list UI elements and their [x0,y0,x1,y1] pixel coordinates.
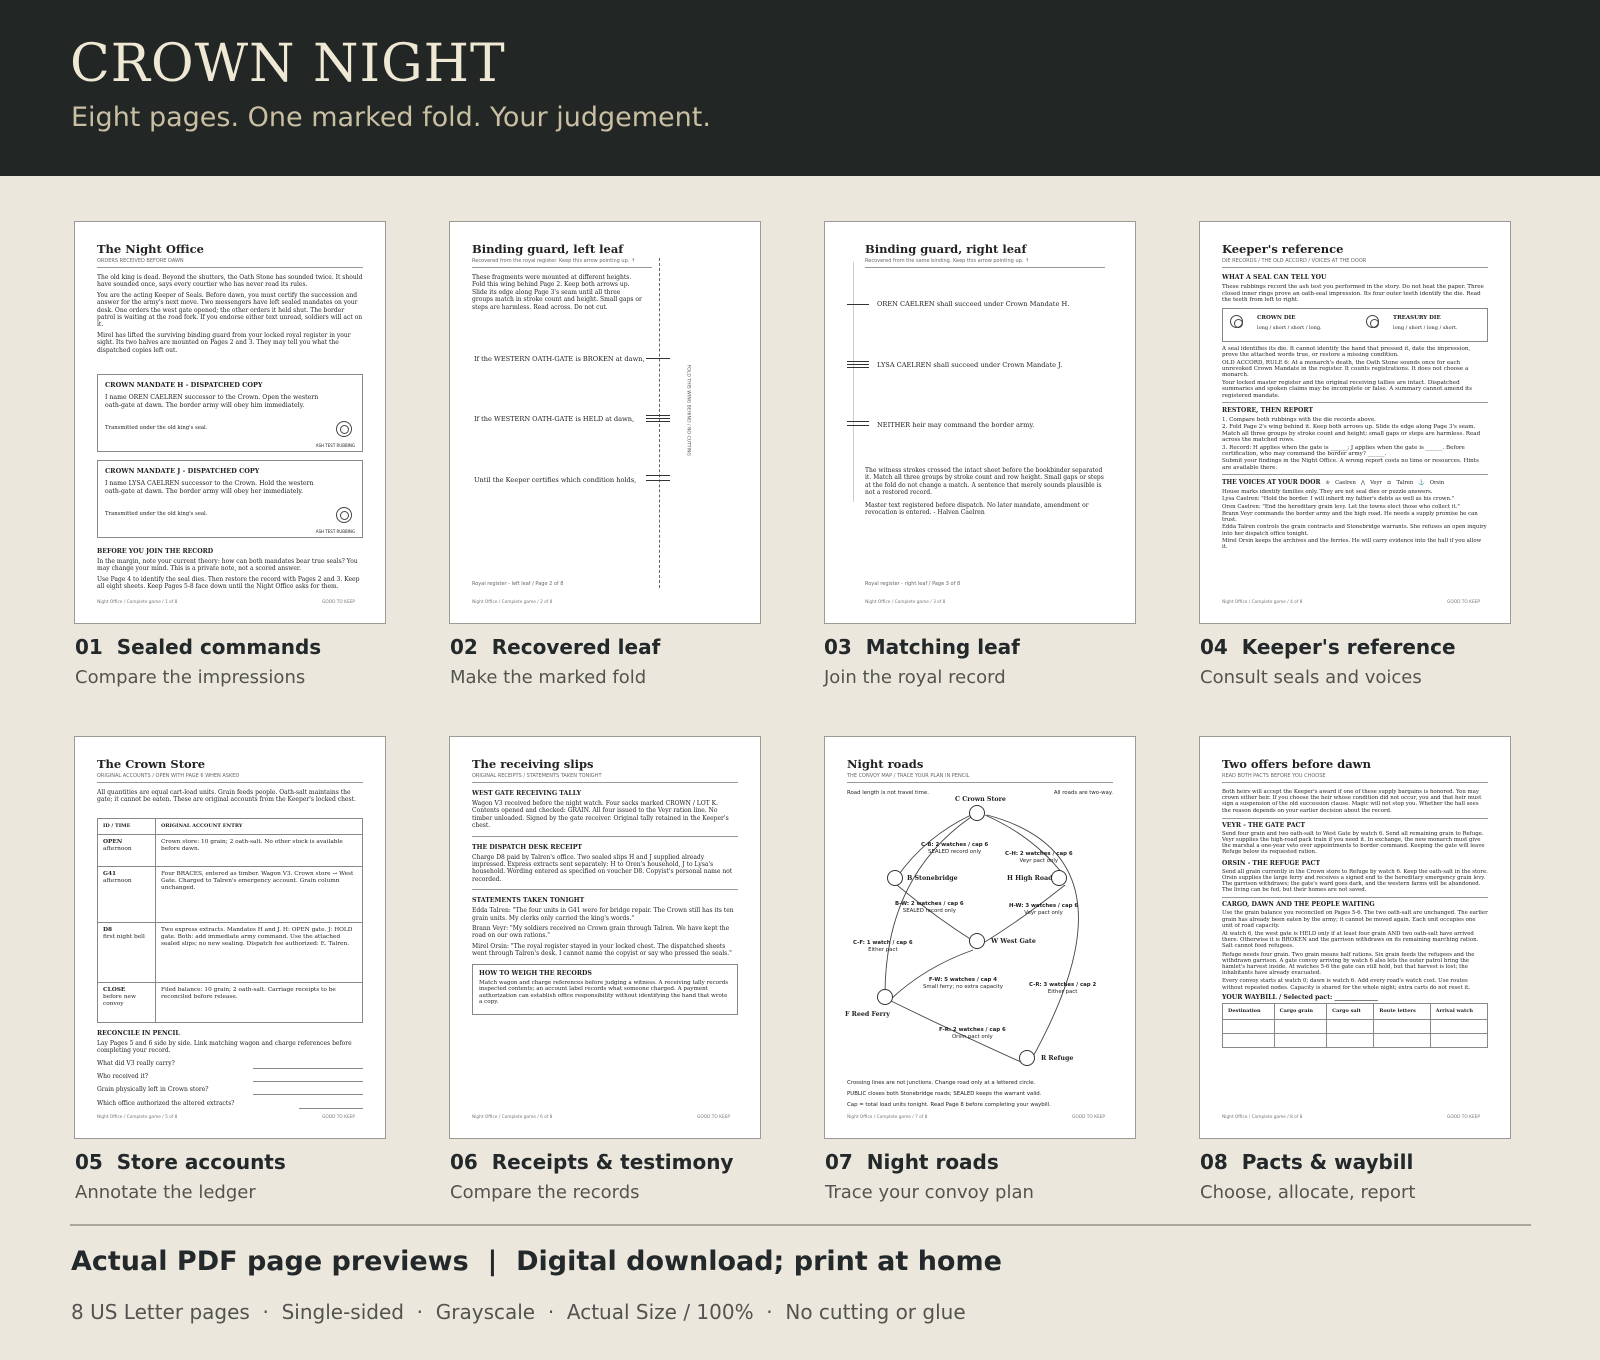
road-label: C-F: 1 watch / cap 6 Either pact [853,940,913,953]
page-preview-2 [449,221,761,624]
page-text: All quantities are equal cart-load units. Grain feeds people. Oath-salt maintains the gate; it cannot be eaten. These are original accounts from the Keeper's locked chest. [97,789,356,804]
house-name: Veyr [1370,479,1382,486]
mandate-footnote: Transmitted under the old king's seal. [105,511,208,518]
card-title: 02 Recovered leaf [450,635,661,659]
witness-stroke [847,304,869,305]
section-heading: BEFORE YOU JOIN THE RECORD [97,548,214,556]
page-footer: Night Office / Complete game / 1 of 8 GOOD TO KEEP [97,600,355,605]
map-node-w [969,933,985,949]
weigh-records-box [472,964,738,1015]
leaf-line: LYSA CAELREN shall succeed under Crown Mandate J. [877,361,1063,369]
page-preview-1 [74,221,386,624]
road-label: C-B: 2 watches / cap 6 SEALED record only [921,842,989,855]
page-text: Oren Caelren: "End the hereditary grain levy. Let the towns elect those who collect it." [1222,503,1460,510]
crown-die-code: long / short / short / long. [1257,324,1322,331]
section-heading: THE VOICES AT YOUR DOOR [1222,479,1321,487]
page-text: Wagon V3 received before the night watch. Four sacks marked CROWN / LOT K. Contents opened and checked: GRAIN. All four issued to the Veyr ration line. No timber unloaded. Signed by the gate receiver. Original tally retained in the Keeper's chest. [472,800,738,837]
section-heading: HOW TO WEIGH THE RECORDS [479,969,592,977]
card-title: 08 Pacts & waybill [1200,1150,1414,1174]
page-text: Your locked master register and the original receiving tallies are intact. Dispatched summaries and spoken claims may be incomplete or false. A summary cannot amend its registered mandate. [1222,379,1472,399]
page-text: Charge D8 paid by Talren's office. Two sealed slips H and J supplied already impressed. Express extracts sent separately: H to Oren's household, J to Lysa's household. Wording entered as specified on voucher D8. Copyist's personal name not recorded. [472,854,738,891]
card-title: 01 Sealed commands [75,635,322,659]
page-text: These rubbings record the ash test you performed in the story. Do not heat the paper. Three closed inner rings prove an oath-seal impression. Its four outer teeth identify the die. Read the teeth from left to right. [1222,284,1484,304]
card-page-3[interactable] [824,221,1136,688]
header-banner [0,0,1600,176]
page-subtitle: ORDERS RECEIVED BEFORE DAWN [97,258,363,268]
card-subtitle: Annotate the ledger [75,1182,256,1203]
veyr-crest-icon: ⋀ [1360,479,1366,486]
footer-specs: 8 US Letter pages · Single-sided · Grayscale · Actual Size / 100% · No cutting or glue [71,1300,966,1324]
witness-stroke [646,475,670,476]
page-text: Submit your findings in the Night Office. A wrong report costs no time or resources. Hints are available there. [1222,458,1479,471]
witness-stroke [646,418,670,419]
treasury-die-seal-icon [1366,315,1379,328]
page-text: Master text registered before dispatch. No later mandate, amendment or revocation is entered. - Halven Caelren [865,502,1089,517]
footer-headline: Actual PDF page previews | Digital download; print at home [71,1246,1002,1277]
card-caption [1200,1150,1530,1203]
caelren-crest-icon: ♔ [1325,479,1331,486]
witness-stroke [847,364,869,365]
die-records-box [1222,308,1488,342]
page-footer: Night Office / Complete game / 2 of 8 [472,600,553,605]
page-subtitle: DIE RECORDS / THE OLD ACCORD / VOICES AT THE DOOR [1222,258,1488,268]
page-text: Brann Veyr commands the border army and the high road. He needs a supply promise he can trust. [1222,510,1478,524]
card-caption [450,1150,780,1203]
map-node-label: C Crown Store [955,796,1006,803]
card-subtitle: Make the marked fold [450,667,647,688]
card-page-1[interactable] [74,221,386,688]
voices-row [1222,474,1488,486]
map-node-b [887,870,903,886]
page-preview-5 [74,736,386,1139]
product-tagline: Eight pages. One marked fold. Your judgement. [71,102,711,133]
page-text: At watch 6, the west gate is HELD only if at least four grain AND two oath-salt have arrived there. Otherwise it is BROKEN and the garrison withdraws on its remaining marching ration. Salt cannot feed refugees. [1222,931,1479,950]
card-subtitle: Compare the impressions [75,667,306,688]
witness-stroke [646,415,670,416]
card-subtitle: Compare the records [450,1182,640,1203]
fold-line [659,258,660,588]
page-title: The receiving slips [472,757,594,771]
question-line: Grain physically left in Crown store? [97,1086,363,1093]
page-text: Match wagon and charge references before judging a witness. A receiving tally records inspected contents; an account label records what someone charged. A payment authorization can establish office responsibility without identifying the hand that wrote a copy. [479,979,729,1006]
page-preview-8 [1199,736,1511,1139]
card-title: 04 Keeper's reference [1200,635,1456,659]
page-preview-4 [1199,221,1511,624]
witness-stroke [646,480,670,481]
page-title: The Night Office [97,242,204,256]
seal-ring-icon [336,507,352,523]
seal-label: ASH TEST RUBBING [315,443,355,449]
fold-instruction: FOLD THIS WING BEHIND / NO CUTTING [685,364,691,456]
map-node-label: F Reed Ferry [845,1011,890,1018]
page-text: You are the acting Keeper of Seals. Before dawn, you must certify the succession and answer for the army's next move. Two messengers have left sealed mandates on your desk. One orders the west gate opened; the other orders it held shut. The border patrol is waiting at the road fork. If you endorse either text unread, soldiers will act on it. [97,291,363,329]
page-title: The Crown Store [97,757,206,771]
column-header: Cargo grain [1274,1003,1327,1019]
page-text: Use Page 4 to identify the seal dies. Then restore the record with Pages 2 and 3. Keep all eight sheets. Keep Pages 5-8 face down until the Night Office asks for them. [97,575,360,591]
binding-edge [853,262,854,502]
waybill-heading: YOUR WAYBILL / Selected pact: ______________ [1222,993,1378,1001]
page-text: Mirel has lifted the surviving binding guard from your locked royal register in your sight. Its two halves are mounted on Pages 2 and 3. They may tell you what the dispatched copies left out. [97,331,351,354]
page-preview-7 [824,736,1136,1139]
card-page-7[interactable] [824,736,1136,1203]
page-subtitle: ORIGINAL ACCOUNTS / OPEN WITH PAGE 6 WHEN ASKED [97,773,363,783]
road-label: C-H: 2 watches / cap 6 Veyr pact only [1005,851,1073,864]
page-footer: Night Office / Complete game / 6 of 8 GOOD TO KEEP [472,1115,730,1120]
page-text: Every convoy starts at watch 0; dawn is watch 6. Add every road's watch cost. Use routes without repeated nodes. Capacity is shared for the whole night; extra carts do not reset it. [1222,978,1470,991]
table-row: G41 afternoon Four BRACES, entered as timber. Wagon V3. Crown store → West Gate. Charged to Talren's emergency account. Grain column unchanged. [98,866,363,922]
card-title: 06 Receipts & testimony [450,1150,734,1174]
section-heading: WHAT A SEAL CAN TELL YOU [1222,274,1327,281]
page-footer: Night Office / Complete game / 3 of 8 [865,600,946,605]
page-preview-3 [824,221,1136,624]
page-text: 1. Compare both rubbings with the die records above. [1222,417,1376,424]
mandate-footnote: Transmitted under the old king's seal. [105,425,208,432]
road-label: F-W: 5 watches / cap 4 Small ferry; no extra capacity [923,977,1003,990]
question-line: Who received it? [97,1073,363,1080]
road-label: B-W: 2 watches / cap 6 SEALED record only [895,901,964,914]
witness-stroke [847,361,869,362]
leaf-line: OREN CAELREN shall succeed under Crown Mandate H. [877,300,1070,308]
crown-die-seal-icon [1230,315,1243,328]
card-page-8[interactable] [1199,736,1511,1203]
witness-stroke [646,421,670,422]
map-node-label: W West Gate [991,938,1036,945]
page-text: Brann Veyr: "My soldiers received no Crown grain through Talren. We have kept the road on our own rations." [472,925,730,940]
leaf-line: If the WESTERN OATH-GATE is HELD at dawn, [474,415,635,423]
page-title: Keeper's reference [1222,242,1344,256]
page-text: The old king is dead. Beyond the shutters, the Oath Stone has sounded twice. It should have sounded once, says every courtier who has never read its rules. [97,274,363,289]
card-subtitle: Choose, allocate, report [1200,1182,1416,1203]
footer-divider [70,1224,1531,1226]
treasury-die-code: long / short / long / short. [1393,324,1458,331]
page-text: The witness strokes crossed the intact sheet before the bookbinder separated it. Match all three groups by stroke count and row height. Small gaps or steps at the fold do not change a match. A sentence that merely sounds plausible is not a restored record. [865,467,1104,497]
leaf-footer: Royal register - right leaf / Page 3 of 8 [865,581,961,587]
column-header: ORIGINAL ACCOUNT ENTRY [156,818,363,834]
page-text: Send four grain and two oath-salt to West Gate by watch 6. Send all remaining grain to Refuge. Veyr supplies the high-road pack train if you need it. In exchange, the new monarch must give the marshal a one-year veto over appointments to border command. Keeping the gate will leave Refuge below its requested ration. [1222,830,1485,856]
ledger-table [97,818,363,1023]
page-title: Binding guard, left leaf [472,242,624,256]
leaf-line: NEITHER heir may command the border army. [877,421,1035,429]
seal-label: ASH TEST RUBBING [315,529,355,535]
waybill-row[interactable] [1223,1033,1488,1047]
map-node-label: B Stonebridge [907,875,958,882]
card-caption [75,635,405,688]
talren-crest-icon: ⚖ [1386,479,1392,486]
page-text: A seal identifies its die. It cannot identify the hand that pressed it, date the impression, prove the attached words true, or restore a missing condition. [1222,345,1471,359]
mandate-j-box [97,460,363,538]
house-name: Talren [1396,479,1414,486]
column-header: ID / TIME [98,818,156,834]
page-text: Refuge needs four grain. Two grain means half rations. Six grain feeds the refugees and the withdrawn garrison. A gate convoy arriving by watch 6 also lets the outer patrol bring the hamlet's harvest inside. At watches 5-6 the gate can still hold, but that harvest is lost; the inhabitants have already evacuated. [1222,951,1475,977]
map-node-label: H High Road [1007,875,1053,882]
table-row: OPEN afternoon Crown store: 10 grain; 2 oath-salt. No other stock is available before dawn. [98,834,363,866]
leaf-line: Until the Keeper certifies which condition holds, [474,476,637,484]
map-node-c [969,805,985,821]
column-header: Arrival watch [1430,1003,1487,1019]
page-text: Send all grain currently in the Crown store to Refuge by watch 6. Keep the oath-salt in the store. Orsin supplies the large ferry and receives a signed end to the hereditary emergency grain levy. The garrison withdraws; the gate's ward goes dark, and the western farms will be abandoned. The living can be fed, but their homes are not saved. [1222,868,1488,894]
page-title: Night roads [847,757,924,771]
page-subtitle: THE CONVOY MAP / TRACE YOUR PLAN IN PENCIL [847,773,1113,783]
card-caption [75,1150,405,1203]
page-text: House marks identify families only. They are not seal dies or puzzle answers. [1222,489,1433,496]
table-row: D8 first night bell Two express extracts. Mandates H and J. H: OPEN gate. J: HOLD gate. Both: add immediate army command. Use the attached sealed slips; no new sealing. Dispatch fee authorized: E. Talren. [98,922,363,982]
road-label: C-R: 3 watches / cap 2 Either pact [1029,982,1097,995]
house-name: Caelren [1335,479,1356,486]
page-footer: Night Office / Complete game / 4 of 8 GOOD TO KEEP [1222,600,1480,605]
house-name: Orsin [1429,479,1445,486]
card-page-6[interactable] [449,736,761,1203]
page-text: 2. Fold Page 2's wing behind it. Keep both arrows up. Slide its edge along Page 3's seam. Match all three groups by stroke count and height; small gaps or steps are harmless. Read across the matched rows. [1222,424,1481,444]
page-text: Lay Pages 5 and 6 side by side. Link matching wagon and charge references before completing your record. [97,1039,352,1055]
road-label: H-W: 3 watches / cap 6 Veyr pact only [1009,903,1079,916]
section-heading: VEYR - THE GATE PACT [1222,818,1488,829]
section-heading: THE DISPATCH DESK RECEIPT [472,843,582,851]
column-header: Destination [1223,1003,1275,1019]
road-label: F-R: 2 watches / cap 6 Orsin pact only [939,1027,1006,1040]
card-page-5[interactable] [74,736,386,1203]
section-heading: ORSIN - THE REFUGE PACT [1222,859,1321,867]
section-heading: STATEMENTS TAKEN TONIGHT [472,897,585,905]
page-footer: Night Office / Complete game / 8 of 8 GOOD TO KEEP [1222,1115,1480,1120]
card-caption [824,635,1154,688]
map-node-f [877,989,893,1005]
section-heading: RESTORE, THEN REPORT [1222,402,1488,414]
card-subtitle: Join the royal record [824,667,1006,688]
map-node-r [1019,1050,1035,1066]
card-subtitle: Trace your convoy plan [825,1182,1034,1203]
page-subtitle: Recovered from the same binding. Keep this arrow pointing up. ↑ [865,258,1105,268]
page-footer: Night Office / Complete game / 7 of 8 GOOD TO KEEP [847,1115,1105,1120]
column-header: Cargo salt [1327,1003,1374,1019]
card-title: 03 Matching leaf [824,635,1020,659]
mandate-title: CROWN MANDATE H - DISPATCHED COPY [105,381,263,390]
map-rules: Crossing lines are not junctions. Change road only at a lettered circle. PUBLIC closes both Stonebridge roads; SEALED keeps the warrant valid. Cap = total load units tonight. Read Page 8 before completing your waybill. [847,1080,1051,1108]
section-heading: WEST GATE RECEIVING TALLY [472,790,582,797]
card-page-2[interactable] [449,221,761,688]
mandate-body: I name LYSA CAELREN successor to the Crown. Hold the western oath-gate at dawn. The border army will obey her immediately. [105,480,314,495]
page-subtitle: Recovered from the royal register. Keep this arrow pointing up. ↑ [472,258,652,268]
treasury-die-label: TREASURY DIE [1393,314,1441,321]
waybill-row[interactable] [1223,1019,1488,1033]
witness-stroke [847,421,869,422]
page-title: Binding guard, right leaf [865,242,1027,256]
page-text: OLD ACCORD, RULE 6: At a monarch's death, the Oath Stone sounds once for each unrevoked Crown Mandate in the register. It counts registrations. It does not choose a monarch. [1222,359,1469,379]
page-text: Edda Talren: "The four units in G41 were for bridge repair. The Crown still has its ten grain units. My clerks only carried the king's words." [472,907,734,922]
card-title: 07 Night roads [825,1150,999,1174]
map-node-h [1051,870,1067,886]
page-text: Mirel Orsin keeps the archives and the ferries. He will carry evidence into the hall if you allow it. [1222,537,1482,550]
seal-ring-icon [336,421,352,437]
section-heading: RECONCILE IN PENCIL [97,1029,180,1037]
page-subtitle: ORIGINAL RECEIPTS / STATEMENTS TAKEN TONIGHT [472,773,738,783]
page-text: These fragments were mounted at different heights. Fold this wing behind Page 2. Keep both arrows up. Slide its edge along Page 3's seam until all three groups match in stroke count and height. Small gaps or steps are harmless. Read across. Do not cut. [472,274,642,311]
page-preview-6 [449,736,761,1139]
page-subtitle: READ BOTH PACTS BEFORE YOU CHOOSE [1222,773,1488,783]
question-line: What did V3 really carry? [97,1060,363,1067]
witness-stroke [847,425,869,426]
page-text: Mirel Orsin: "The royal register stayed in your locked chest. The dispatched sheets went through Talren's desk. I cannot name the copyist or say who pressed the seals." [472,942,732,958]
leaf-footer: Royal register - left leaf / Page 2 of 8 [472,581,564,587]
page-footer: Night Office / Complete game / 5 of 8 GOOD TO KEEP [97,1115,355,1120]
map-note: All roads are two-way. [1053,790,1113,796]
map-node-label: R Refuge [1041,1055,1074,1062]
page-title: Two offers before dawn [1222,757,1371,771]
page-text: Edda Talren controls the grain contracts and Stonebridge warrants. She refuses an open inquiry into her dispatch office tonight. [1222,524,1487,537]
mandate-body: I name OREN CAELREN successor to the Crown. Open the western oath-gate at dawn. The border army will obey him immediately. [105,394,319,409]
column-header: Route letters [1374,1003,1430,1019]
mandate-title: CROWN MANDATE J - DISPATCHED COPY [105,467,260,476]
page-text: Use the grain balance you reconciled on Pages 5-6. The two oath-salt are unchanged. The earlier grain has already been eaten by the army; it cannot be moved again. Each unit occupies one unit of road capacity. [1222,910,1488,929]
page-text: Both heirs will accept the Keeper's award if one of these supply bargains is honored. You may crown either heir. If you choose the heir whose condition did not occur, you and that heir must sign a suspension of the old succession clause. Magic will not stop you. Whether the hall sees the reason depends on your earlier decision about the record. [1222,789,1482,814]
page-text: 3. Record: H applies when the gate is ______; J applies when the gate is ______. Before certification, who may command the border army? ______. [1222,444,1465,458]
card-page-4[interactable] [1199,221,1511,688]
card-subtitle: Consult seals and voices [1200,667,1422,688]
witness-stroke [646,358,670,359]
page-text: In the margin, note your current theory: how can both mandates bear true seals? You may change your mind. This is a private note, not a scored answer. [97,558,358,573]
mandate-h-box [97,374,363,452]
section-heading: CARGO, DAWN AND THE PEOPLE WAITING [1222,897,1488,908]
leaf-line: If the WESTERN OATH-GATE is BROKEN at dawn, [474,355,645,363]
table-row: CLOSE before new convoy Filed balance: 10 grain; 2 oath-salt. Carriage receipts to be reconciled before release. [98,982,363,1022]
witness-stroke [847,367,869,368]
page-text: Lysa Caelren: "Hold the border. I will inherit my father's debts as well as his crown." [1222,496,1455,503]
waybill-table [1222,1003,1488,1048]
crown-die-label: CROWN DIE [1257,314,1296,321]
card-title: 05 Store accounts [75,1150,286,1174]
map-note: Road length is not travel time. [847,790,929,796]
card-caption [825,1150,1155,1203]
orsin-crest-icon: ⚓ [1418,479,1425,486]
card-caption [1200,635,1530,688]
product-title: CROWN NIGHT [70,34,506,94]
question-line: Which office authorized the altered extracts? [97,1100,363,1107]
card-caption [450,635,780,688]
